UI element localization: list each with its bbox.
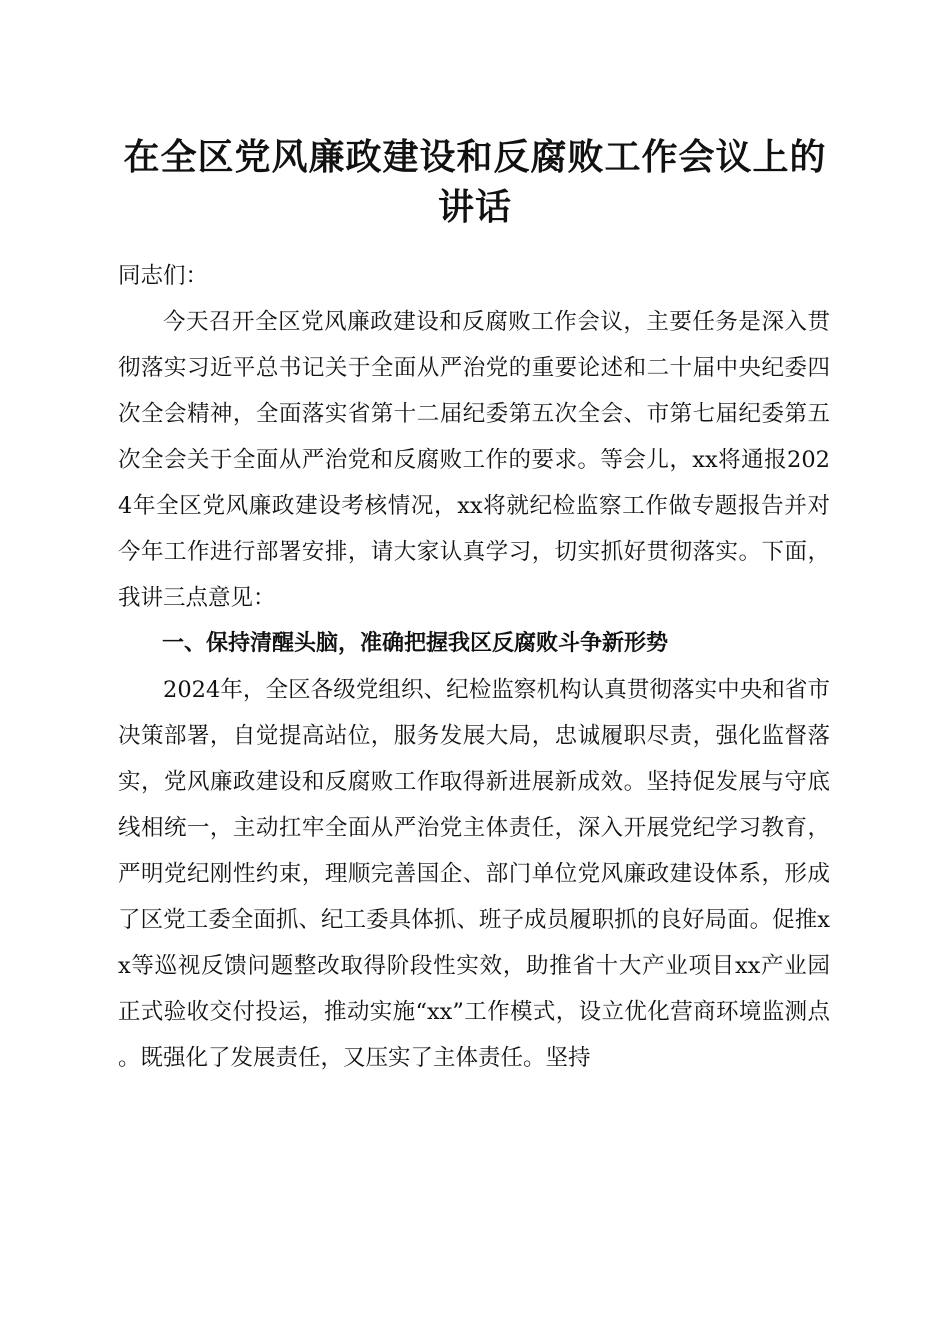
salutation: 同志们： — [118, 263, 209, 289]
section-heading: 一、保持清醒头脑，准确把握我区反腐败斗争新形势 — [162, 631, 669, 656]
document-title: 在全区党风廉政建设和反腐败工作会议上的讲话 — [123, 136, 827, 228]
paragraph-intro: 今天召开全区党风廉政建设和反腐败工作会议，主要任务是深入贯彻落实习近平总书记关于全面从严治党的重要论述和二十届中央纪委四次全会精神，全面落实省第十二届纪委第五次全会、市第七届纪委第五次全会关于全面从严治党和反腐败工作的要求。等会儿，xx将通报2024年全区党风廉政建设考核情况，xx将就纪检监察工作做专题报告并对今年工作进行部署安排，请大家认真学习，切实抓好贯彻落实。下面，我讲三点意见： — [118, 309, 830, 611]
document-body — [118, 253, 830, 1081]
paragraph-section-one: 2024年，全区各级党组织、纪检监察机构认真贯彻落实中央和省市决策部署，自觉提高站位，服务发展大局，忠诚履职尽责，强化监督落实，党风廉政建设和反腐败工作取得新进展新成效。坚持促发展与守底线相统一，主动扛牢全面从严治党主体责任，深入开展党纪学习教育，严明党纪刚性约束，理顺完善国企、部门单位党风廉政建设体系，形成了区党工委全面抓、纪工委具体抓、班子成员履职抓的良好局面。促推xx等巡视反馈问题整改取得阶段性实效，助推省十大产业项目xx产业园正式验收交付投运，推动实施“xx”工作模式，设立优化营商环境监测点。既强化了发展责任，又压实了主体责任。坚持 — [118, 677, 830, 1071]
